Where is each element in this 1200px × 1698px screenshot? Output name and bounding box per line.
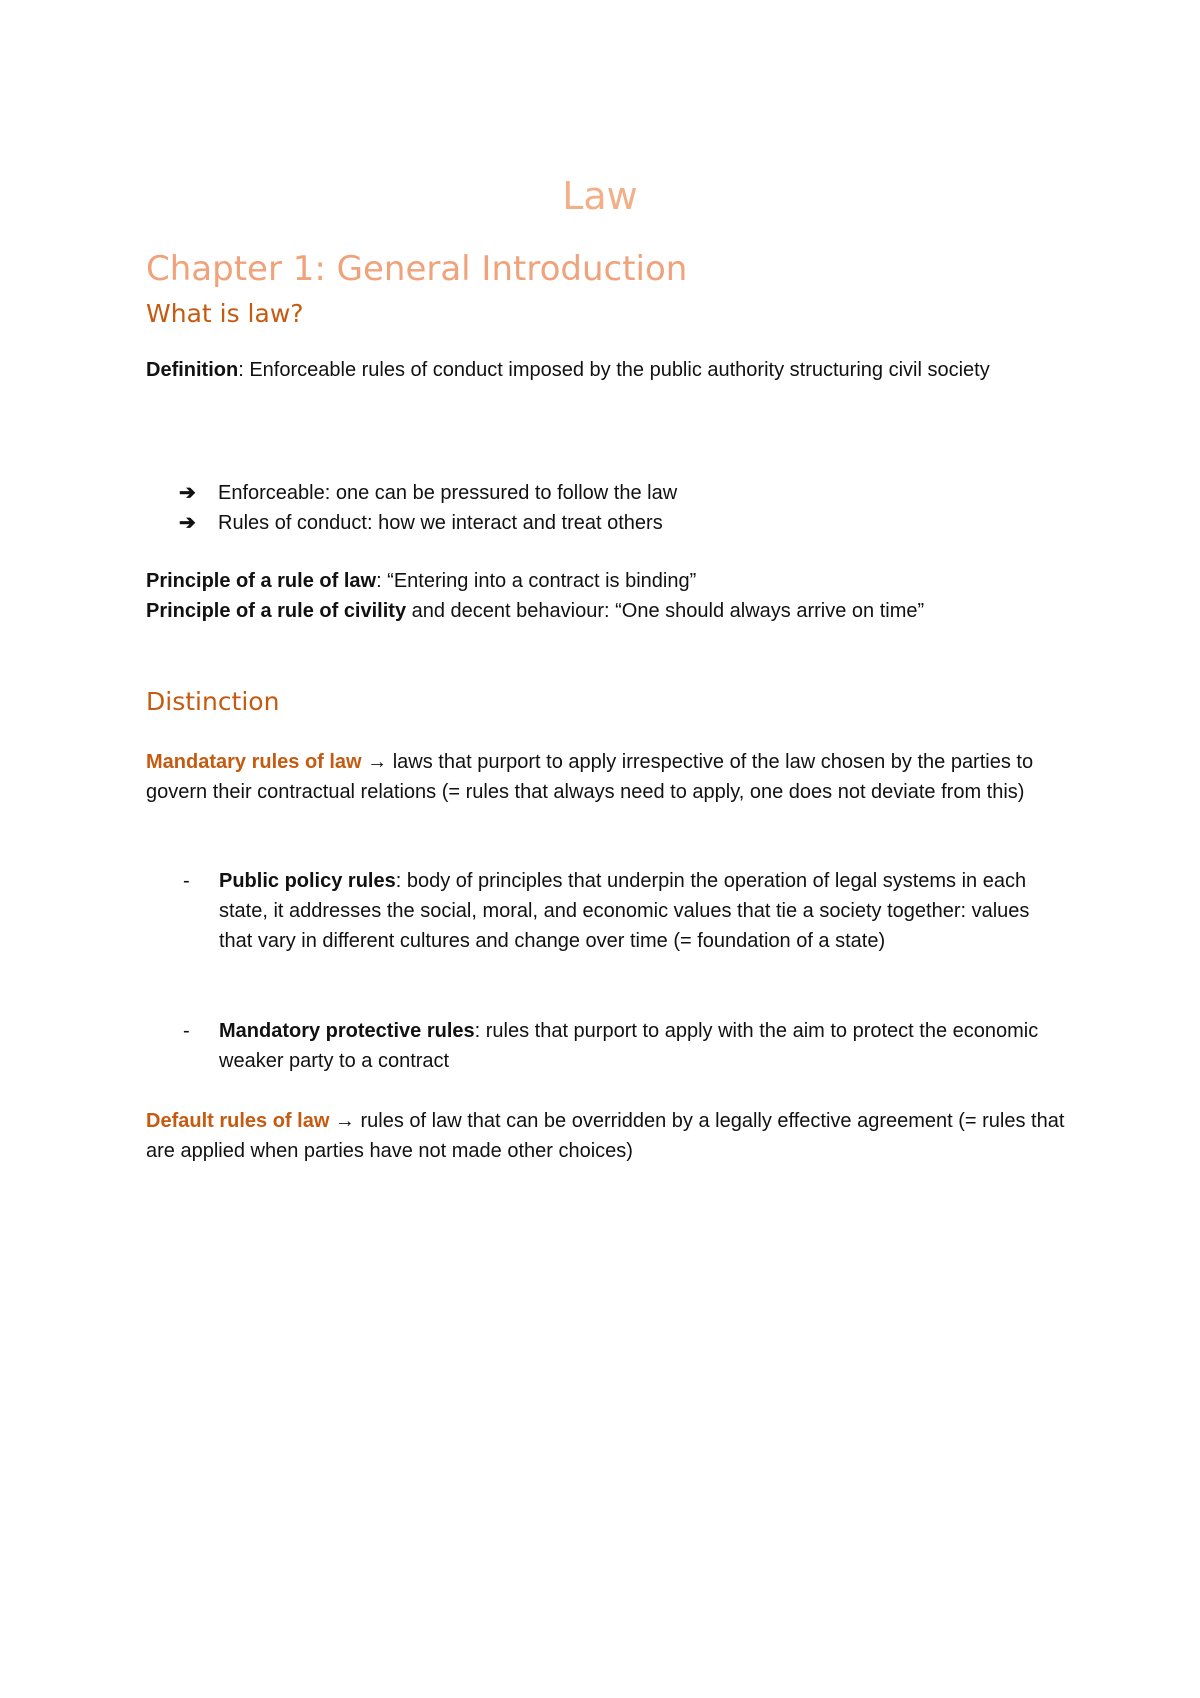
dash-marker: -: [183, 870, 190, 892]
mandatory-protective-label: Mandatory protective rules: [219, 1020, 475, 1042]
principle-law-text: : “Entering into a contract is binding”: [376, 570, 697, 592]
list-item: [146, 1016, 1066, 1076]
list-item: [146, 508, 1066, 538]
list-item-body: [219, 1016, 1066, 1076]
list-item-body: [219, 866, 1066, 956]
list-item-text: Rules of conduct: how we interact and treat others: [218, 512, 663, 534]
mandatary-text: → laws that purport to apply irrespective of the law chosen by the parties to govern their contractual relations (= rules that always need to apply, one does not deviate from this): [146, 751, 1034, 803]
list-item: [146, 866, 1066, 956]
definition-label: Definition: [146, 359, 239, 381]
mandatary-label: Mandatary rules of law: [146, 751, 362, 773]
list-item: [146, 478, 1066, 508]
law-aspects-list: [146, 478, 1066, 538]
arrow-right-icon: ➔: [179, 512, 196, 534]
list-item-text: Enforceable: one can be pressured to follow the law: [218, 482, 678, 504]
principle-civility-label: Principle of a rule of civility: [146, 600, 407, 622]
public-policy-label: Public policy rules: [219, 870, 396, 892]
principle-rule-of-law: [146, 566, 1066, 596]
chapter-title: Chapter 1: General Introduction: [146, 249, 688, 289]
default-rules-paragraph: [146, 1106, 1066, 1166]
arrow-right-icon: ➔: [179, 482, 196, 504]
default-label: Default rules of law: [146, 1110, 330, 1132]
document-title: Law: [562, 174, 638, 218]
definition-text: : Enforceable rules of conduct imposed by the public authority structuring civil society: [238, 359, 990, 381]
mandatary-rules-paragraph: [146, 747, 1066, 807]
mandatory-protective-text: : rules that purport to apply with the aim to protect the economic weaker party to a contract: [219, 1020, 1039, 1072]
principle-rule-of-civility: [146, 596, 1066, 626]
dash-marker: -: [183, 1020, 190, 1042]
public-policy-text: : body of principles that underpin the operation of legal systems in each state, it addresses the social, moral, and economic values that tie a society together: values that vary in different cultures and change over time (= foundation of a state): [219, 870, 1030, 952]
default-text: → rules of law that can be overridden by a legally effective agreement (= rules that are applied when parties have not made other choices): [146, 1110, 1065, 1162]
section-heading-distinction: Distinction: [146, 687, 280, 716]
definition-paragraph: [146, 355, 1066, 385]
principle-law-label: Principle of a rule of law: [146, 570, 377, 592]
principle-civility-text: and decent behaviour: “One should always arrive on time”: [406, 600, 925, 622]
section-heading-what-is-law: What is law?: [146, 299, 304, 328]
